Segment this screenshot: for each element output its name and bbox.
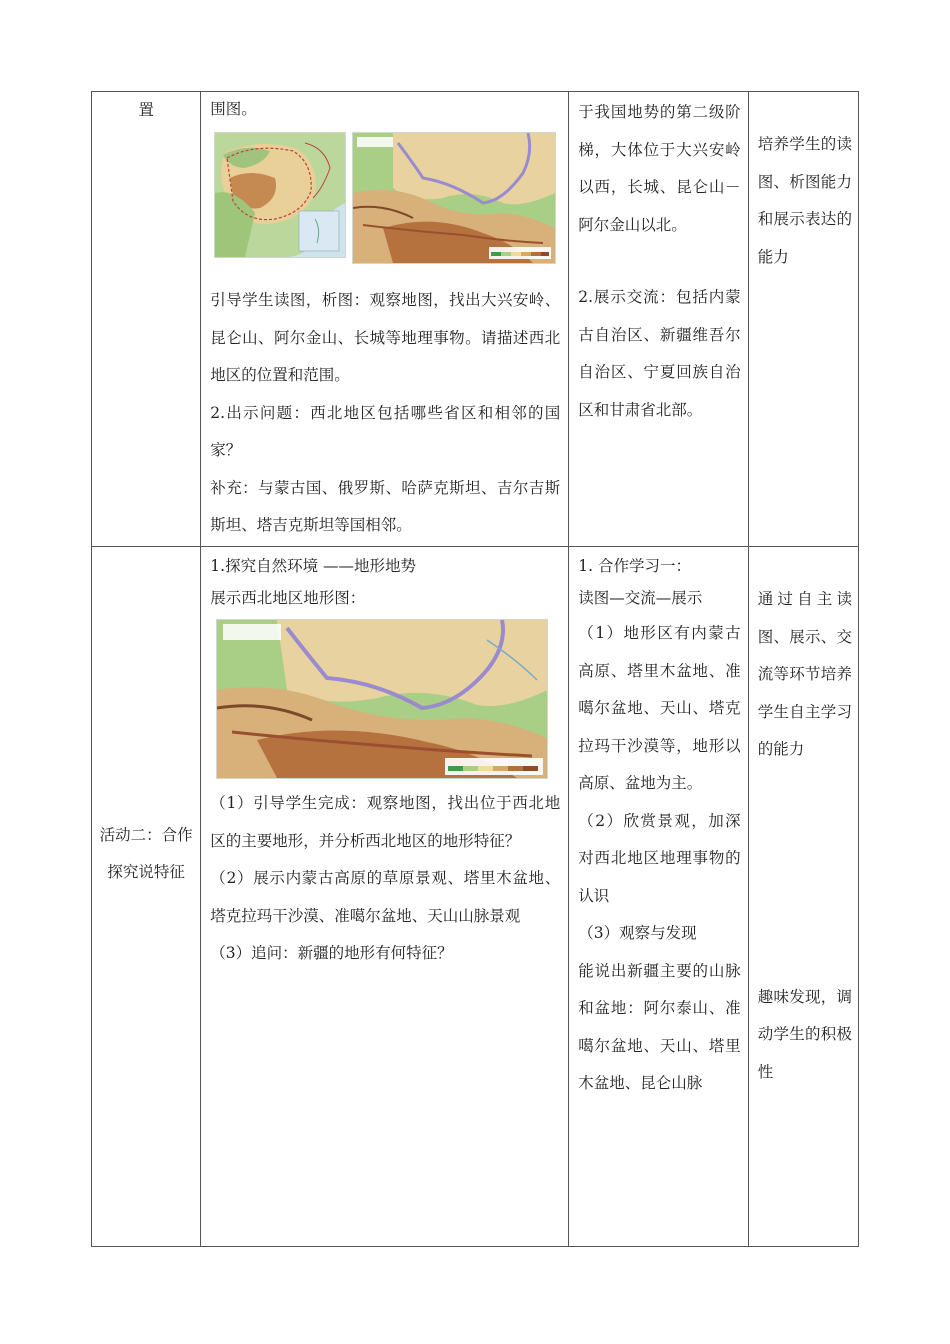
- guide-text: 引导学生读图，析图：观察地图，找出大兴安岭、昆仑山、阿尔金山、长城等地理事物。请描述西北地区的位置和范围。: [210, 291, 561, 384]
- student-text-5: （3）观察与发现: [578, 924, 697, 942]
- lesson-plan-table: [91, 91, 859, 1247]
- activity-label: 活动二：合作探究说特征: [99, 825, 193, 881]
- student-text-2: 2.展示交流：包括内蒙古自治区、新疆维吾尔自治区、宁夏回族自治区和甘肃省北部。: [578, 288, 741, 419]
- design-intent-text-1: 通过自主读图、展示、交流等环节培养学生自主学习的能力: [757, 590, 852, 758]
- student-text-1: 于我国地势的第二级阶梯，大体位于大兴安岭以西，长城、昆仑山－阿尔金山以北。: [578, 103, 741, 234]
- show-map-text: 展示西北地区地形图：: [210, 589, 366, 607]
- design-intent-cell: [748, 92, 858, 547]
- student-text-2: 读图—交流—展示: [578, 589, 703, 607]
- activity-label: 置: [138, 101, 154, 119]
- student-text-3: （1）地形区有内蒙古高原、塔里木盆地、准噶尔盆地、天山、塔克拉玛干沙漠等，地形以高原、盆地为主。: [578, 624, 741, 792]
- student-text-6: 能说出新疆主要的山脉和盆地：阿尔泰山、准噶尔盆地、天山、塔里木盆地、昆仑山脉: [578, 961, 741, 1092]
- student-activity-cell: [569, 547, 748, 1247]
- student-activity-cell: [569, 92, 748, 547]
- activity-label-cell: [92, 547, 201, 1247]
- section-heading: 1.探究自然环境 ——地形地势: [210, 557, 416, 575]
- china-location-map: [214, 132, 346, 258]
- question-3: （3）追问：新疆的地形有何特征？: [210, 944, 453, 962]
- question-text: 2.出示问题：西北地区包括哪些省区和相邻的国家？: [210, 403, 561, 459]
- teacher-activity-cell: [201, 547, 569, 1247]
- map-figures: [210, 130, 560, 280]
- design-intent-text-2: 趣味发现，调动学生的积极性: [757, 987, 852, 1081]
- student-text-4: （2）欣赏景观，加深对西北地区地理事物的认识: [578, 811, 741, 905]
- table-row: [92, 92, 859, 547]
- supplement-text: 补充：与蒙古国、俄罗斯、哈萨克斯坦、吉尔吉斯斯坦、塔吉克斯坦等国相邻。: [210, 478, 561, 534]
- student-text-1: 1. 合作学习一：: [578, 557, 691, 575]
- design-intent-text: 培养学生的读图、析图能力和展示表达的能力: [757, 135, 852, 266]
- northwest-terrain-map: [216, 619, 548, 779]
- activity-label-cell: [92, 92, 201, 547]
- northwest-region-map: [352, 132, 556, 264]
- question-2: （2）展示内蒙古高原的草原景观、塔里木盆地、塔克拉玛干沙漠、准噶尔盆地、天山山脉景观: [210, 869, 561, 925]
- table-row: [92, 547, 859, 1247]
- design-intent-cell: [748, 547, 858, 1247]
- teacher-activity-cell: [201, 92, 569, 547]
- map-figures: [210, 615, 560, 785]
- question-1: （1）引导学生完成：观察地图，找出位于西北地区的主要地形，并分析西北地区的地形特征？: [210, 794, 561, 850]
- text-line-top: 围图。: [210, 100, 257, 118]
